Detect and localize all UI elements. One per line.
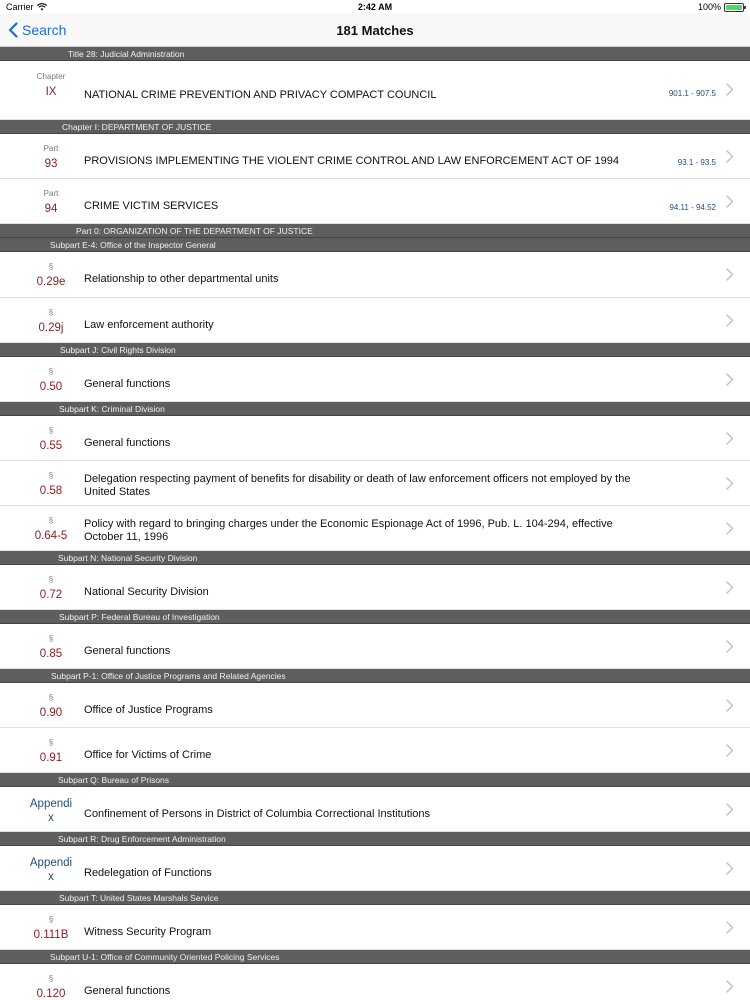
back-button-label: Search (22, 22, 67, 38)
item-kind: § (48, 367, 54, 376)
list-item[interactable] (0, 624, 750, 669)
chevron-right-icon (726, 921, 736, 935)
item-kind: § (48, 915, 54, 924)
item-kind: § (48, 738, 54, 747)
section-header: Subpart U-1: Office of Community Oriented Policing Services (0, 950, 750, 964)
item-number: 0.50 (39, 381, 63, 393)
item-title: Delegation respecting payment of benefits for disability or death of law enforcement officers not employed by the United States (84, 473, 631, 498)
list-item[interactable] (0, 298, 750, 343)
section-header: Subpart R: Drug Enforcement Administration (0, 832, 750, 846)
item-number: 0.91 (39, 752, 63, 764)
section-header: Subpart P-1: Office of Justice Programs and Related Agencies (0, 669, 750, 683)
results-list (0, 47, 750, 1000)
list-item[interactable] (0, 252, 750, 298)
item-title: CRIME VICTIM SERVICES (84, 200, 219, 212)
item-kind: § (48, 575, 54, 584)
chevron-right-icon (726, 150, 736, 164)
item-number: 0.72 (39, 589, 63, 601)
item-title: National Security Division (84, 586, 209, 598)
item-title: General functions (84, 378, 171, 390)
chevron-right-icon (726, 432, 736, 446)
item-title: Office for Victims of Crime (84, 749, 212, 761)
item-range: 94.11 - 94.52 (669, 203, 716, 212)
list-item[interactable] (0, 416, 750, 461)
list-item[interactable] (0, 846, 750, 891)
chevron-right-icon (726, 862, 736, 876)
item-title: Confinement of Persons in District of Columbia Correctional Institutions (84, 808, 431, 820)
item-title: Relationship to other departmental units (84, 273, 279, 285)
chevron-right-icon (726, 373, 736, 387)
item-range: 901.1 - 907.5 (668, 89, 716, 98)
item-title: PROVISIONS IMPLEMENTING THE VIOLENT CRIME CONTROL AND LAW ENFORCEMENT ACT OF 1994 (84, 155, 620, 167)
list-item[interactable] (0, 565, 750, 610)
list-item[interactable] (0, 728, 750, 773)
item-number: IX (45, 86, 57, 98)
page-title: 181 Matches (336, 23, 414, 38)
item-number: 0.55 (39, 440, 63, 452)
list-item[interactable] (0, 964, 750, 1000)
section-header: Subpart N: National Security Division (0, 551, 750, 565)
list-item[interactable] (0, 683, 750, 728)
item-title: Office of Justice Programs (84, 704, 213, 716)
item-kind: § (48, 516, 54, 525)
item-title: General functions (84, 437, 171, 449)
chevron-right-icon (726, 744, 736, 758)
item-range: 93.1 - 93.5 (677, 158, 716, 167)
chevron-right-icon (726, 640, 736, 654)
item-number: 0.58 (39, 485, 63, 497)
section-subheader: Subpart E-4: Office of the Inspector General (0, 238, 750, 252)
list-item[interactable] (0, 61, 750, 120)
item-kind: § (48, 634, 54, 643)
item-number: 0.85 (39, 648, 63, 660)
item-kind: Part (43, 189, 59, 198)
item-title: Policy with regard to bringing charges under the Economic Espionage Act of 1996, Pub. L. 104-294, effective October 11, 1996 (84, 518, 613, 543)
chevron-right-icon (726, 195, 736, 209)
item-kind: § (48, 426, 54, 435)
chevron-right-icon (726, 314, 736, 328)
item-number: Appendi x (29, 857, 73, 883)
status-bar (0, 0, 750, 14)
item-title: Redelegation of Functions (84, 867, 212, 879)
section-header: Subpart J: Civil Rights Division (0, 343, 750, 357)
navigation-bar (0, 14, 750, 47)
item-kind: § (48, 308, 54, 317)
section-header: Part 0: ORGANIZATION OF THE DEPARTMENT OF JUSTICE (0, 224, 750, 238)
section-header: Subpart K: Criminal Division (0, 402, 750, 416)
item-kind: § (48, 471, 54, 480)
list-item[interactable] (0, 461, 750, 506)
battery-percent: 100% (697, 2, 721, 12)
item-number: 0.120 (36, 988, 66, 1000)
list-item[interactable] (0, 787, 750, 832)
item-number: 0.90 (39, 707, 63, 719)
item-number: 94 (44, 203, 58, 215)
section-header: Chapter I: DEPARTMENT OF JUSTICE (0, 120, 750, 134)
section-header: Subpart T: United States Marshals Service (0, 891, 750, 905)
chevron-right-icon (726, 581, 736, 595)
battery-status (698, 2, 744, 12)
item-kind: § (48, 262, 54, 271)
section-header: Subpart P: Federal Bureau of Investigation (0, 610, 750, 624)
item-number: 0.29j (38, 322, 64, 334)
chevron-right-icon (726, 803, 736, 817)
chevron-right-icon (726, 83, 736, 97)
item-title: Law enforcement authority (84, 319, 214, 331)
chevron-right-icon (726, 699, 736, 713)
list-item[interactable] (0, 905, 750, 950)
carrier-label: Carrier (6, 2, 34, 12)
status-time: 2:42 AM (357, 2, 393, 12)
item-kind: § (48, 693, 54, 702)
battery-icon (724, 3, 744, 12)
item-title: General functions (84, 645, 171, 657)
item-number: 93 (44, 158, 58, 170)
section-header: Title 28: Judicial Administration (0, 47, 750, 61)
chevron-right-icon (726, 477, 736, 491)
section-header: Subpart Q: Bureau of Prisons (0, 773, 750, 787)
item-number: 0.64-5 (34, 530, 68, 542)
item-title: General functions (84, 985, 171, 997)
chevron-right-icon (726, 522, 736, 536)
item-number: 0.111B (33, 929, 69, 941)
list-item[interactable] (0, 179, 750, 224)
list-item[interactable] (0, 134, 750, 179)
item-title: NATIONAL CRIME PREVENTION AND PRIVACY COMPACT COUNCIL (84, 89, 437, 101)
list-item[interactable] (0, 357, 750, 402)
list-item[interactable] (0, 506, 750, 551)
item-number: 0.29e (36, 276, 66, 288)
item-number: Appendi x (29, 798, 73, 824)
item-title: Witness Security Program (84, 926, 212, 938)
item-kind: § (48, 974, 54, 983)
chevron-right-icon (726, 268, 736, 282)
item-kind: Chapter (36, 72, 66, 81)
item-kind: Part (43, 144, 59, 153)
chevron-right-icon (726, 980, 736, 994)
